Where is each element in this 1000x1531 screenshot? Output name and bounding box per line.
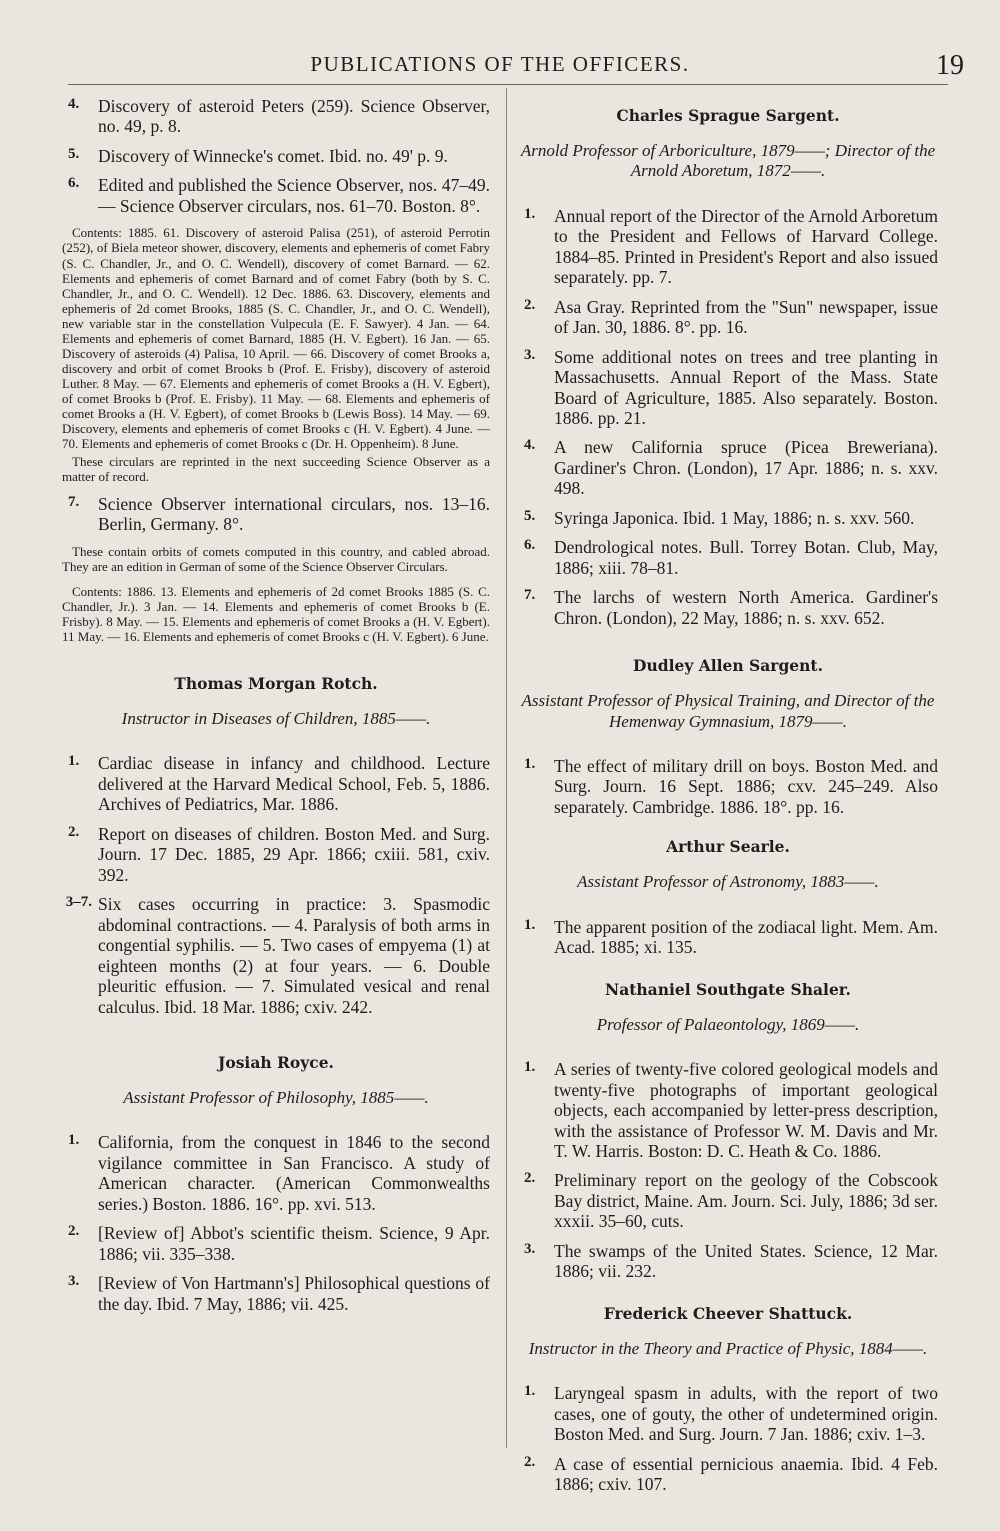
list-item <box>518 537 938 578</box>
item-number: 5. <box>68 145 80 162</box>
item-text: The effect of military drill on boys. Boston Med. and Surg. Journ. 16 Sept. 1886; cxv. 245–249. Also separately. Cambridge. 1886. 18°. pp. 16. <box>554 756 938 817</box>
item-text: Discovery of asteroid Peters (259). Science Observer, no. 49, p. 8. <box>98 96 490 137</box>
officer-name: Charles Sprague Sargent. <box>616 106 840 125</box>
item-text: A series of twenty-five colored geological models and twenty-five photographs of important geological objects, each accompanied by letter-press description, with the assistance of Professor W. M. Davis and Mr. T. W. Harris. Boston: D. C. Heath & Co. 1886. <box>554 1059 938 1161</box>
list-item <box>62 894 490 1017</box>
item-text: Some additional notes on trees and tree planting in Massachusetts. Annual Report of the Mass. State Board of Agriculture, 1885. Also separately. Boston. 1886. pp. 21. <box>554 346 938 428</box>
item-text: Preliminary report on the geology of the Cobscook Bay district, Maine. Am. Journ. Sci. July, 1886; 3d ser. xxxii. 35–60, cuts. <box>554 1170 938 1232</box>
list-item <box>62 175 490 216</box>
list-item <box>518 508 938 528</box>
item-text: California, from the conquest in 1846 to the second vigilance committee in San Francisco. A study of American character. (American Commonwealths series.) Boston. 1886. 16°. pp. xvi. 513. <box>98 1132 490 1214</box>
contents-note: Contents: 1886. 13. Elements and ephemeris of 2d comet Brooks 1885 (S. C. Chandler, Jr.). 3 Jan. — 14. Elements and ephemeris of comet Brooks b (E. Frisby). 8 May. — 15. Elements and ephemeris of comet Brooks a (H. V. Egbert). 11 May. — 16. Elements and ephemeris of comet Brooks c (H. V. Egbert). 6 June. <box>62 583 490 644</box>
item-text: Edited and published the Science Observer, nos. 47–49. — Science Observer circulars, nos. 61–70. Boston. 8°. <box>98 175 490 216</box>
list-item <box>518 437 938 498</box>
item-text: Asa Gray. Reprinted from the "Sun" newspaper, issue of Jan. 30, 1886. 8°. pp. 16. <box>554 296 938 338</box>
column-divider <box>506 88 507 1448</box>
list-item <box>62 146 490 166</box>
officer-section-searle <box>518 837 938 957</box>
list-item <box>62 1132 490 1214</box>
item-text: A new California spruce (Picea Breweriana). Gardiner's Chron. (London), 17 Apr. 1886; n. s. xxv. 498. <box>554 437 938 499</box>
item-text: Laryngeal spasm in adults, with the report of two cases, one of gouty, the other of undetermined origin. Boston Med. and Surg. Journ. 7 Jan. 1886; cxiv. 1–3. <box>554 1383 938 1445</box>
contents-note: Contents: 1885. 61. Discovery of asteroid Palisa (251), of asteroid Perrotin (252), of Biela meteor shower, discovery, elements and ephemeris of comet Fabry (S. C. Chandler, Jr., and O. C. Wendell), discovery of comet Barnard. — 62. Elements and ephemeris of comet Barnard and of comet Fabry (both by S. C. Chandler, Jr., and O. C. Wendell). 12 Dec. 1886. 63. Discovery, elements and ephemeris of 2d comet Brooks, 1885 (S. C. Chandler, Jr., and O. C. Wendell), new variable star in the constellation Vulpecula (E. F. Sawyer). 4 Jan. — 64. Elements and ephemeris of comet Barnard, 1885 (H. V. Egbert). 16 Jan. — 65. Discovery of asteroids (4) Palisa, 10 April. — 66. Discovery of comet Brooks a, discovery and orbit of comet Brooks b (Prof. E. Frisby), discovery of asteroid Luther. 8 May. — 67. Elements and ephemeris of comet Brooks a (H. V. Egbert), of comet Brooks b (Prof. E. Frisby). 11 May. — 68. Elements and ephemeris of comet Brooks a (H. V. Egbert), of comet Brooks b (Lewis Boss). 14 May. — 69. Discovery, elements and ephemeris of comet Brooks c (H. V. Egbert). 4 June. — 70. Elements and ephemeris of comet Brooks c (Dr. H. Oppenheim). 8 June. <box>62 225 490 452</box>
list-item <box>518 1059 938 1161</box>
list-item <box>62 96 490 137</box>
item-text: The swamps of the United States. Science, 12 Mar. 1886; vii. 232. <box>554 1240 938 1282</box>
item-text: Dendrological notes. Bull. Torrey Botan. Club, May, 1886; xiii. 78–81. <box>554 537 938 578</box>
reprint-note: These circulars are reprinted in the next succeeding Science Observer as a matter of record. <box>62 453 490 484</box>
item-text: [Review of] Abbot's scientific theism. Science, 9 Apr. 1886; vii. 335–338. <box>98 1223 490 1264</box>
item-number: 1. <box>524 916 536 933</box>
list-item <box>518 917 938 958</box>
officer-name: Frederick Cheever Shattuck. <box>603 1303 853 1323</box>
list-item <box>518 297 938 338</box>
circulars-note: These contain orbits of comets computed in this country, and cabled abroad. They are an edition in German of some of the Science Observer Circulars. <box>62 543 490 574</box>
item-number: 1. <box>524 1059 536 1076</box>
list-item <box>518 1170 938 1231</box>
item-number: 2. <box>524 1453 536 1470</box>
officer-name: Nathaniel Southgate Shaler. <box>605 979 851 999</box>
item-text: Cardiac disease in infancy and childhood. Lecture delivered at the Harvard Medical School, Feb. 5, 1886. Archives of Pediatrics, Mar. 1886. <box>98 753 490 815</box>
item-number: 2. <box>68 1223 80 1240</box>
item-number: 5. <box>524 507 536 524</box>
officer-section-shaler <box>518 980 938 1282</box>
item-text: Six cases occurring in practice: 3. Spasmodic abdominal contractions. — 4. Paralysis of both arms in congential syphilis. — 5. Two cases of empyema (1) at eighteen months (2) at four years. — 6. Double pleuritic effusion. — 7. Simulated vesical and renal calculus. Ibid. 18 Mar. 1886; cxiv. 242. <box>98 894 490 1017</box>
item-text: Annual report of the Director of the Arnold Arboretum to the President and Fellows of Harvard College. 1884–85. Printed in President's Report and also issued separately. pp. 7. <box>554 205 938 288</box>
list-item <box>62 824 490 885</box>
officer-name: Josiah Royce. <box>218 1053 334 1073</box>
list-item <box>62 1273 490 1314</box>
list-item <box>62 1223 490 1264</box>
item-number: 3. <box>524 346 536 363</box>
item-number: 2. <box>524 1170 536 1187</box>
item-number: 6. <box>524 537 536 554</box>
officer-name: Dudley Allen Sargent. <box>633 656 823 676</box>
list-item <box>518 587 938 628</box>
running-title: PUBLICATIONS OF THE OFFICERS. <box>310 52 690 76</box>
officer-position: Instructor in the Theory and Practice of Physic, 1884——. <box>528 1338 928 1358</box>
officer-section-shattuck <box>518 1304 938 1495</box>
item-number: 1. <box>68 1132 80 1149</box>
item-number: 4. <box>524 437 536 454</box>
list-item <box>518 756 938 817</box>
right-column <box>518 96 938 1531</box>
item-text: Report on diseases of children. Boston Med. and Surg. Journ. 17 Dec. 1885, 29 Apr. 1866; cxiii. 581, cxiv. 392. <box>98 823 490 885</box>
item-number: 3–7. <box>65 894 92 911</box>
list-item <box>518 347 938 429</box>
item-number: 7. <box>524 587 536 604</box>
item-number: 1. <box>68 753 80 770</box>
list-item <box>518 1241 938 1282</box>
officer-name: Thomas Morgan Rotch. <box>174 674 378 694</box>
officer-position: Professor of Palaeontology, 1869——. <box>596 1014 860 1034</box>
item-text: The apparent position of the zodiacal light. Mem. Am. Acad. 1885; xi. 135. <box>554 916 938 958</box>
officer-section-rotch <box>62 674 490 1017</box>
officer-section-sargent-cs <box>518 106 938 628</box>
item-number: 2. <box>68 823 80 840</box>
officer-position: Assistant Professor of Philosophy, 1885——. <box>123 1088 429 1108</box>
officer-position: Arnold Professor of Arboriculture, 1879——; Director of the Arnold Aboretum, 1872——. <box>520 141 936 181</box>
item-text: A case of essential pernicious anaemia. Ibid. 4 Feb. 1886; cxiv. 107. <box>554 1453 938 1495</box>
list-item <box>518 1383 938 1444</box>
item-number: 1. <box>524 205 536 222</box>
left-column <box>62 96 490 1350</box>
item-number: 6. <box>68 175 80 192</box>
item-text: The larchs of western North America. Gardiner's Chron. (London), 22 May, 1886; n. s. xxv. 652. <box>554 587 938 628</box>
officer-section-royce <box>62 1053 490 1314</box>
item-number: 1. <box>524 1383 536 1400</box>
item-text: Discovery of Winnecke's comet. Ibid. no. 49' p. 9. <box>98 145 448 166</box>
item-text: Science Observer international circulars, nos. 13–16. Berlin, Germany. 8°. <box>98 493 490 535</box>
officer-position: Instructor in Diseases of Children, 1885——. <box>121 709 431 729</box>
item-number: 2. <box>524 296 536 313</box>
item-number: 4. <box>68 96 80 112</box>
list-item <box>518 206 938 288</box>
header-rule <box>68 84 948 85</box>
item-number: 3. <box>524 1240 536 1257</box>
officer-position: Assistant Professor of Physical Training, and Director of the Hemenway Gymnasium, 1879——. <box>521 691 935 731</box>
officer-name: Arthur Searle. <box>666 837 790 857</box>
item-number: 1. <box>524 756 536 772</box>
item-text: Syringa Japonica. Ibid. 1 May, 1886; n. s. xxv. 560. <box>554 507 915 528</box>
item-text: [Review of Von Hartmann's] Philosophical questions of the day. Ibid. 7 May, 1886; vii. 425. <box>98 1273 490 1314</box>
item-number: 3. <box>68 1273 80 1290</box>
officer-position: Assistant Professor of Astronomy, 1883——. <box>577 872 879 892</box>
item-number: 7. <box>68 493 80 510</box>
officer-section-sargent-da <box>518 656 938 817</box>
page-number: 19 <box>936 50 964 81</box>
list-item <box>62 753 490 814</box>
list-item <box>518 1454 938 1495</box>
list-item <box>62 494 490 535</box>
